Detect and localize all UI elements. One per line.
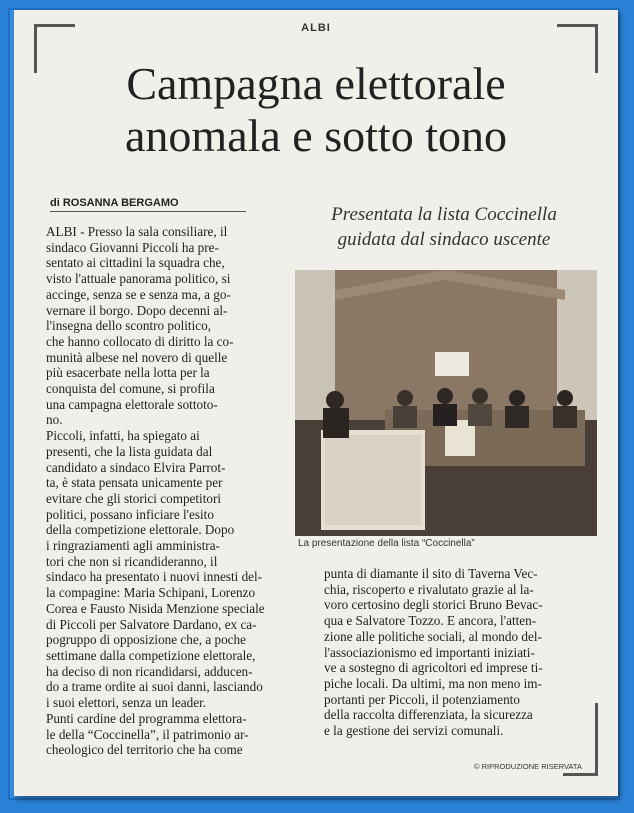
headline bbox=[44, 58, 588, 162]
article-line: della raccolta differenziata, la sicurezza bbox=[324, 707, 533, 723]
headline-line-1: Campagna elettorale bbox=[126, 58, 506, 109]
article-line: do a trame ordite ai suoi danni, lasciando bbox=[46, 679, 263, 695]
article-line: presenti, che la lista guidata dal bbox=[46, 443, 213, 459]
headline-line-2: anomala e sotto tono bbox=[125, 110, 507, 161]
article-line: sindaco ha presentato i nuovi innesti del- bbox=[46, 569, 263, 585]
article-line: accinge, senza se e senza ma, a go- bbox=[46, 286, 231, 302]
article-line: di Piccoli per Salvatore Dardano, ex ca- bbox=[46, 616, 257, 632]
article-line: punta di diamante il sito di Taverna Vec- bbox=[324, 566, 538, 581]
photo-caption: La presentazione della lista “Coccinella” bbox=[298, 538, 475, 549]
article-line: ALBI - Presso la sala consiliare, il bbox=[46, 224, 228, 239]
article-line: tori che non si ricandideranno, il bbox=[46, 553, 218, 569]
article-line: Punti cardine del programma elettora- bbox=[46, 710, 247, 726]
article-line: le della “Coccinella”, il patrimonio ar- bbox=[46, 726, 249, 742]
article-line: settimane dalla competizione elettorale, bbox=[46, 647, 256, 663]
byline: di ROSANNA BERGAMO bbox=[50, 197, 246, 212]
article-line: conquista del comune, si profila bbox=[46, 381, 215, 397]
article-line: cheologico del territorio che ha come bbox=[46, 742, 243, 758]
article-line: pogruppo di opposizione che, a poche bbox=[46, 632, 246, 648]
subheadline-line-2: guidata dal sindaco uscente bbox=[337, 229, 551, 250]
article-line: l'associazionismo ed importanti iniziati- bbox=[324, 644, 535, 660]
article-line: della competizione elettorale. Dopo bbox=[46, 522, 235, 538]
section-label: ALBI bbox=[301, 22, 331, 34]
article-line: che hanno collocato di diritto la co- bbox=[46, 333, 234, 349]
article-line: una campagna elettorale sottoto- bbox=[46, 396, 218, 412]
meeting-photo-image bbox=[295, 270, 597, 536]
article-line: voro certosino degli storici Bruno Bevac- bbox=[324, 597, 543, 613]
article-line: l'insegna dello scontro politico, bbox=[46, 318, 211, 334]
article-line: visto l'attuale panorama politico, si bbox=[46, 271, 231, 287]
article-line: qua e Salvatore Tozzo. E ancora, l'atten- bbox=[324, 613, 537, 629]
article-line: ha deciso di non ricandidarsi, adducen- bbox=[46, 663, 253, 679]
article-line: zione alle politiche sociali, al mondo del- bbox=[324, 628, 542, 644]
article-line: ta, è stata pensata unicamente per bbox=[46, 475, 223, 491]
article-column-left bbox=[46, 224, 286, 758]
article-line: i suoi elettori, senza un leader. bbox=[46, 695, 207, 711]
article-line: candidato a sindaco Elvira Parrot- bbox=[46, 459, 226, 475]
subheadline bbox=[284, 202, 604, 252]
article-line: e la gestione dei servizi comunali. bbox=[324, 723, 504, 739]
subheadline-line-1: Presentata la lista Coccinella bbox=[331, 204, 557, 225]
article-line: la compagine: Maria Schipani, Lorenzo bbox=[46, 585, 256, 601]
article-line: munità albese nel novero di quelle bbox=[46, 349, 228, 365]
article-line: chia, riscoperto e rivalutato grazie al la- bbox=[324, 581, 534, 597]
article-line: evitare che gli storici competitori bbox=[46, 490, 222, 506]
article-column-right bbox=[324, 566, 590, 739]
copyright-notice: © RIPRODUZIONE RISERVATA bbox=[474, 762, 582, 771]
article-line: piche locali. Da ultimi, ma non meno im- bbox=[324, 675, 542, 691]
meeting-photo bbox=[295, 270, 597, 536]
article-line: politici, possano inficiare l'esito bbox=[46, 506, 214, 522]
article-line: i ringraziamenti agli amministra- bbox=[46, 538, 220, 554]
article-line: ve a sostegno di agricoltori ed imprese ti- bbox=[324, 660, 543, 676]
article-line: sentato ai cittadini la squadra che, bbox=[46, 255, 225, 271]
newspaper-clipping bbox=[14, 10, 618, 796]
article-line: vernare il borgo. Dopo decenni al- bbox=[46, 302, 228, 318]
article-line: Piccoli, infatti, ha spiegato ai bbox=[46, 428, 200, 444]
article-line: no. bbox=[46, 412, 63, 428]
article-line: più esacerbate nella lotta per la bbox=[46, 365, 210, 381]
article-line: portanti per Piccoli, il potenziamento bbox=[324, 691, 520, 707]
article-line: Corea e Fausto Nisida Menzione speciale bbox=[46, 600, 265, 616]
article-line: sindaco Giovanni Piccoli ha pre- bbox=[46, 239, 219, 255]
